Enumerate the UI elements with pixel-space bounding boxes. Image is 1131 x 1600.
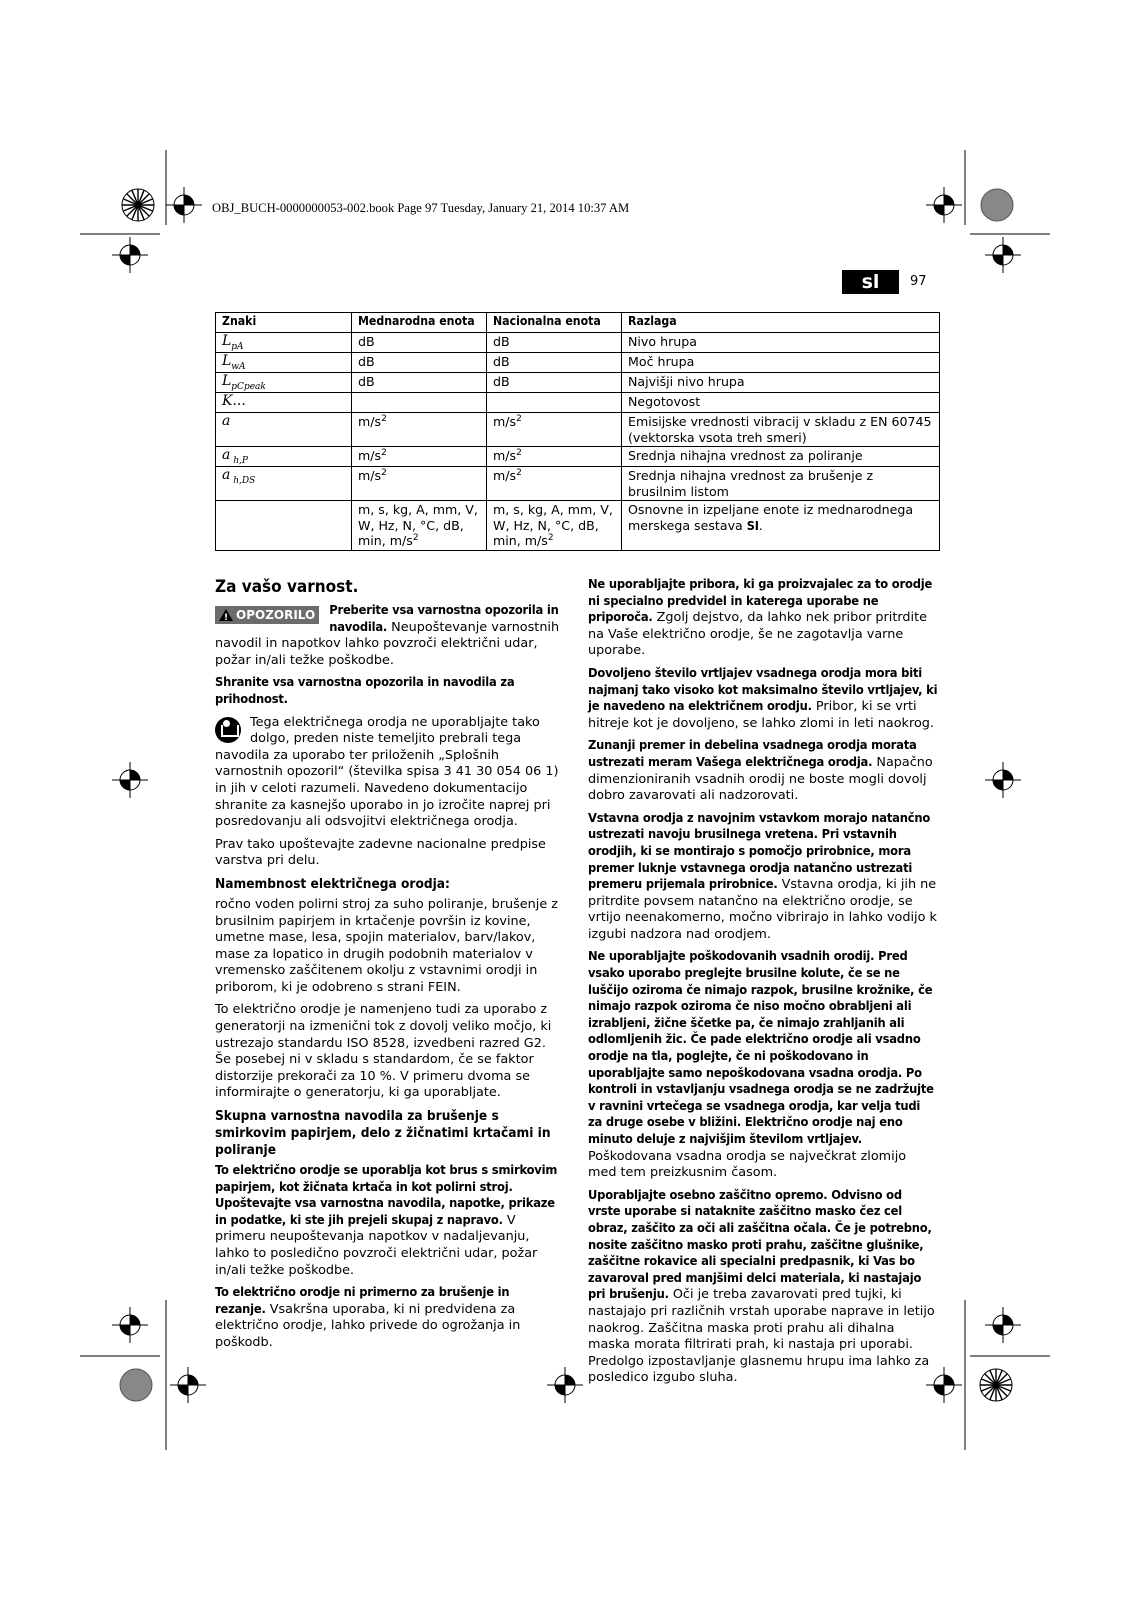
international-unit-cell [352,413,487,447]
explanation-text: Emisijske vrednosti vibracij v skladu z EN 60745 (vektorska vsota treh smeri) [628,414,932,445]
warning-badge [215,606,319,624]
protective-equipment-text: Oči je treba zavarovati pred tujki, ki nastajajo pri različnih vrstah uporabe naprave in letijo naokrog. Zaščitna maska proti prahu ali dihalna maska morata filtrirati prah, ki nastaja pri uporabi. Predolgo izpostavljanje glasnemu hrupu ima lahko za posledico izgubo sluha. [588,1287,935,1386]
damaged-tools-bold-text: Ne uporabljajte poškodovanih vsadnih orodij. Pred vsako uporabo preglejte brusilne kolute, če se ne luščijo oziroma če nimajo razpok, brusilne krožnike, če nimajo razpok oziroma če niso močno obrabljeni ali izrabljeni, žične ščetke pa, če nimajo zrahljanih ali odlomljenih žic. Če pade električno orodje ali vsadno orodje na tla, poglejte, če ni poškodovano in uporabljajte samo nepoškodovana vsadna orodja. Po kontroli in vstavljanju vsadnega orodja se ne zadržujte v ravnini vrtečega se vsadnega orodja, kar velja tudi za druge osebe v bližini. Električno orodje naj eno minuto deluje z najvišjim številom vrtljajev. [588,949,934,1147]
international-unit-cell-text: dB [358,334,375,349]
symbol-cell [216,333,352,353]
explanation-text: Najvišji nivo hrupa [628,374,745,389]
symbol-letter: L [222,353,232,369]
common-safety-heading: Skupna varnostna navodila za brušenje s smirkovim papirjem, delo z žičnatimi krtačami in poliranje [215,1108,551,1159]
international-unit-cell-text: dB [358,354,375,369]
explanation-cell [622,467,940,501]
symbol-table-row [216,333,940,353]
file-header-line: OBJ_BUCH-0000000053-002.book Page 97 Tuesday, January 21, 2014 10:37 AM [212,201,630,215]
thread-text: Vstavna orodja, ki jih ne pritrdite povsem natančno na električno orodje, se vrtijo neenakomerno, močno vibrirajo in lahko vodijo k izgubi nadzora nad orodjem. [588,877,937,942]
symbol-table [215,312,940,551]
cutting-text: Vsakršna uporaba, ki ni predvidena za električno orodje, lahko privede do ogrožanja in poškodb. [215,1301,521,1350]
national-unit-cell-text: m, s, kg, A, mm, V, W, Hz, N, °C, dB, min, m/s [493,502,613,548]
national-unit-cell [487,393,622,413]
explanation-cell [622,373,940,393]
national-unit-cell-text: dB [493,354,510,369]
national-unit-cell-superscript: 2 [547,532,554,543]
national-unit-cell-text: dB [493,374,510,389]
warning-text: Neupoštevanje varnostnih navodil in napotkov lahko povzroči električni udar, požar in/ali težke poškodbe. [215,619,560,668]
symbol-cell [216,467,352,501]
protective-equipment-bold-text: Uporabljajte osebno zaščitno opremo. Odvisno od vrste uporabe si nataknite zaščitno masko čez cel obraz, zaščito za oči ali zaščitna očala. Če je potrebno, nosite zaščitno masko proti prahu, zaščitne glušnike, zaščitne rokavice ali specialni predpasnik, ki Vas bo zavaroval pred manjšimi delci materiala, ki nastajajo pri brušenju. [588,1187,932,1303]
national-regulations-text: Prav tako upoštevajte zadevne nacionalne predpise varstva pri delu. [215,836,546,869]
purpose-heading: Namembnost električnega orodja: [215,875,450,892]
explanation-cell [622,501,940,551]
symbol-cell [216,393,352,413]
diameter-paragraph [588,738,938,804]
accessory-bold-text: Ne uporabljajte pribora, ki ga proizvajalec za to orodje ni specialno predvidel in katerega uporabe ne priporoča. [588,577,933,626]
international-unit-cell [352,373,487,393]
international-unit-cell-text: m/s [358,468,382,483]
national-unit-cell-superscript: 2 [516,413,522,424]
explanation-bold-text: SI [746,517,759,533]
national-unit-cell [487,373,622,393]
usage-bold-text: To električno orodje se uporablja kot brus s smirkovim papirjem, kot žičnata krtača in kot polirni stroj. Upoštevajte vsa varnostna navodila, napotke, prikaze in podatke, ki ste jih prejeli skupaj z napravo. [215,1163,558,1228]
symbol-subscript: wA [231,361,246,372]
cutting-bold-text: To električno orodje ni primerno za brušenje in rezanje. [215,1285,510,1317]
explanation-cell [622,393,940,413]
warning-paragraph [215,603,563,669]
explanation-cell [622,353,940,373]
symbol-cell [216,501,352,551]
protective-equipment-paragraph [588,1188,938,1387]
explanation-cell [622,333,940,353]
international-unit-cell-text: m, s, kg, A, mm, V, W, Hz, N, °C, dB, min, m/s [358,502,478,548]
national-unit-cell [487,447,622,467]
international-unit-cell-text: m/s [358,414,382,429]
right-column [588,577,938,1393]
language-tab: sl [842,270,899,294]
national-unit-cell-superscript: 2 [516,467,522,478]
international-unit-cell [352,393,487,413]
symbol-subscript: h,DS [230,475,256,486]
thread-bold-text: Vstavna orodja z navojnim vstavkom morajo natančno ustrezati navoju brusilnega vretena. Pri vstavnih orodjih, ki se montirajo s pomočjo prirobnice, mora premer luknje vstavnega orodja natančno ustrezati premeru prijemala prirobnice. [588,810,931,893]
symbol-letter: L [222,373,232,389]
symbol-table-row [216,447,940,467]
explanation-text: Negotovost [628,394,701,409]
international-unit-cell [352,501,487,551]
purpose-text: ročno voden polirni stroj za suho poliranje, brušenje z brusilnim papirjem in krtačenje površin iz kovine, umetne mase, lesa, spojin materialov, barv/lakov, mase za lopatico in drugih podobnih materialov v vremensko zaščitenem okolju z vstavnimi orodji in priborom, ki je odobreno s strani FEIN. [215,896,558,995]
col-header-znaki: Znaki [216,313,352,333]
left-column [215,577,563,1358]
explanation-text: Srednja nihajna vrednost za brušenje z brusilnim listom [628,468,874,499]
generator-text: To električno orodje je namenjeno tudi za uporabo z generatorji na izmenični tok z dovolj veliko močjo, ki ustrezajo standardu ISO 8528, izvedbeni razred G2. Še posebej ni v skladu s standardom, če se faktor distorzije prekorači za 10 %. V primeru dvoma se informirajte o generatorju, ki ga uporabljate. [215,1002,552,1101]
speed-text: Pribor, ki se vrti hitreje kot je dovoljeno, se lahko zlomi in leti naokrog. [588,699,934,731]
symbol-subscript: pCpeak [231,381,266,392]
national-unit-cell-text: dB [493,334,510,349]
symbol-letter: K... [222,393,246,409]
symbol-cell [216,413,352,447]
warning-bold-text: Preberite vsa varnostna opozorila in navodila. [329,603,559,635]
usage-paragraph [215,1163,563,1279]
international-unit-cell [352,467,487,501]
symbol-letter: L [222,333,232,349]
accessory-paragraph [588,577,938,660]
symbol-letter: a [222,413,231,429]
symbol-table-row [216,413,940,447]
col-header-nacionalna-enota: Nacionalna enota [487,313,622,333]
international-unit-cell-text: m/s [358,448,382,463]
national-unit-cell-text: m/s [493,414,517,429]
explanation-text: Moč hrupa [628,354,695,369]
symbol-subscript: h,P [230,455,248,466]
international-unit-cell-superscript: 2 [381,467,387,478]
symbol-table-row [216,393,940,413]
warning-triangle-icon [219,609,233,621]
international-unit-cell-superscript: 2 [381,447,387,458]
symbol-subscript: pA [231,341,244,352]
explanation-text: Srednja nihajna vrednost za poliranje [628,448,863,463]
page-number: 97 [910,274,927,289]
national-unit-cell [487,333,622,353]
explanation-cell [622,413,940,447]
damaged-tools-paragraph [588,949,938,1181]
symbol-cell [216,447,352,467]
symbol-table-header-row [216,313,940,333]
symbol-letter: a [222,447,231,463]
col-header-mednarodna-enota: Mednarodna enota [352,313,487,333]
usage-text: V primeru neupoštevanja napotkov v nadaljevanju, lahko to posledično povzroči električni udar, požar in/ali težke poškodbe. [215,1212,538,1278]
national-unit-cell-superscript: 2 [516,447,522,458]
thread-paragraph [588,811,938,944]
international-unit-cell-superscript: 2 [412,532,419,543]
read-manual-icon [215,717,241,743]
read-manual-paragraph [215,715,563,831]
col-header-razlaga: Razlaga [622,313,940,333]
national-unit-cell-text: m/s [493,468,517,483]
national-unit-cell-text: m/s [493,448,517,463]
explanation-text: Nivo hrupa [628,334,697,349]
symbol-cell [216,373,352,393]
accessory-text: Zgolj dejstvo, da lahko nek pribor pritrdite na Vaše električno orodje, še ne zagotavlja varne uporabe. [588,610,927,659]
speed-bold-text: Dovoljeno število vrtljajev vsadnega orodja mora biti najmanj tako visoko kot maksimalno število vrtljajev, ki je navedeno na električnem orodju. [588,665,938,715]
symbol-table-row [216,353,940,373]
national-unit-cell [487,413,622,447]
warning-badge-label: OPOZORILO [236,608,316,622]
speed-paragraph [588,666,938,732]
international-unit-cell-superscript: 2 [381,413,387,424]
international-unit-cell [352,353,487,373]
symbol-table-row [216,373,940,393]
national-unit-cell [487,467,622,501]
cutting-paragraph [215,1285,563,1351]
symbol-letter: a [222,467,231,483]
international-unit-cell-text: dB [358,374,375,389]
explanation-text: Osnovne in izpeljane enote iz mednarodnega merskega sestava [628,502,914,533]
international-unit-cell [352,333,487,353]
symbol-cell [216,353,352,373]
national-unit-cell [487,501,622,551]
diameter-text: Napačno dimenzioniranih vsadnih orodij ne boste mogli dovolj dobro zavarovati ali nadzorovati. [588,754,933,804]
international-unit-cell [352,447,487,467]
explanation-cell [622,447,940,467]
symbol-table-row [216,501,940,551]
keep-instructions-text: Shranite vsa varnostna opozorila in navodila za prihodnost. [215,675,515,707]
symbol-table-row [216,467,940,501]
national-unit-cell [487,353,622,373]
section-title-za-vaso-varnost: Za vašo varnost. [215,577,359,597]
diameter-bold-text: Zunanji premer in debelina vsadnega orodja morata ustrezati meram Vašega električnega orodja. [588,738,917,770]
read-manual-text: Tega električnega orodja ne uporabljajte tako dolgo, preden niste temeljito prebrali tega navodila za uporabo ter priloženih „Splošnih varnostnih opozoril“ (številka spisa 3 41 30 054 06 1) in jih v celoti razumeli. Navedeno dokumentacijo shranite za kasnejšo uporabo in jo izročite naprej pri posredovanju ali odsvojitvi električnega orodja. [215,714,559,830]
damaged-tools-text: Poškodovana vsadna orodja se največkrat zlomijo med tem preizkusnim časom. [588,1148,907,1181]
explanation-tail-text: . [758,517,763,533]
